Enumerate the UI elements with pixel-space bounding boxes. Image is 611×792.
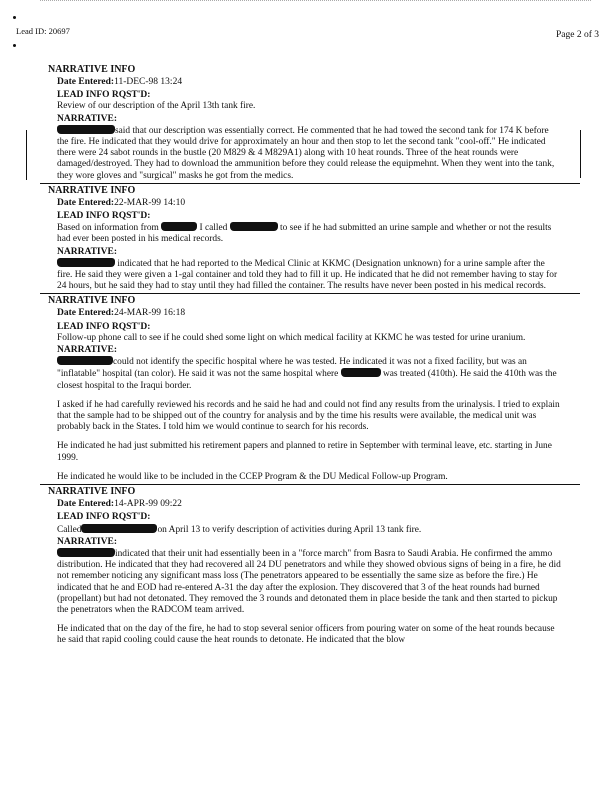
redaction [81, 524, 157, 533]
narrative-label: NARRATIVE: [57, 113, 117, 124]
date-label: Date Entered: [57, 77, 115, 87]
entry-heading: NARRATIVE INFO [48, 486, 136, 498]
lead-info-text: Review of our description of the April 13th tank fire. [57, 101, 256, 112]
redaction [57, 548, 115, 557]
narrative-text: indicated that he had reported to the Medical Clinic at KKMC (Designation unknown) for a urine sample after the fire. He said they were given a 1-gal container and told they had to fill it up. He indicated that he did not remember having to stay for 24 hours, but he said they had to stay until they had filled the container. The results have never been posted in his medical records. [57, 258, 558, 292]
redaction [341, 368, 381, 377]
redaction [57, 356, 113, 365]
lead-info-text: Based on information from I called to see if he had submitted an urine sample and whether or not the results had ever been posted in his medical records. [57, 223, 552, 245]
narrative-text: said that our description was essentially correct. He commented that he had towed the second tank for 174 K before the fire. He indicated that they would drive for approximately an hour and then stop to let the second tank "cool-off." He indicated there were 24 sabot rounds in the bustle (20 M829 & 4 M829A1) along with 10 heat rounds. Three of the heat rounds were damaged/destroyed. They had to download the ammunition before they could release the equipmehnt. When they went into the tank, they wore gloves and "surgical" masks he got from the medics. [57, 125, 555, 181]
lead-info-label: LEAD INFO RQST'D: [57, 211, 151, 222]
narrative-text: indicated that their unit had essentially been in a "force march" from Basra to Saudi Arabia. He confirmed the ammo distribution. He indicated that they had recovered all 24 DU penetrators and while they showed obvious signs of being in a fire, he did not remember noticing any significant mass loss (The penetrators appeared to be essentially the same size as before the fire.) He indicated that he and EOD had re-entered A-31 the day after the explosion. They discovered that 3 of the heat rounds had burned (propellant) but had not detonated. They removed the 3 rounds and detonated them in place beside the tank and then started to pickup the penetrators when the RADCOM team arrived. [57, 548, 561, 615]
narrative-paragraph: He indicated he would like to be included in the CCEP Program & the DU Medical Follow-up Program. [57, 471, 448, 482]
narrative-text: could not identify the specific hospital where he was tested. He indicated it was not a fixed facility, but was an "inflatable" hospital (tan color). He said it was not the same hospital where [57, 357, 527, 380]
redaction [230, 222, 278, 231]
narrative-paragraph: He indicated he had just submitted his retirement papers and planned to retire in September with terminal leave, etc. starting in June 1999. [57, 441, 552, 463]
date-label: Date Entered: [57, 308, 115, 319]
redaction [57, 125, 115, 134]
entry-separator [40, 183, 580, 184]
narrative-paragraph: He indicated that on the day of the fire, he had to stop several senior officers from pouring water on some of the heat rounds because he said that rapid cooling could cause the heat rounds to detonate. He indicated that the blow [57, 624, 555, 646]
lead-info-label: LEAD INFO RQST'D: [57, 512, 151, 523]
redaction [57, 258, 115, 267]
date-value: 22-MAR-99 14:10 [114, 197, 186, 208]
lead-info-label: LEAD INFO RQST'D: [57, 90, 151, 101]
entry-heading: NARRATIVE INFO [48, 184, 136, 196]
narrative-label: NARRATIVE: [57, 246, 117, 257]
date-value: 11-DEC-98 13:24 [114, 77, 183, 87]
lead-info-label: LEAD INFO RQST'D: [57, 321, 151, 332]
narrative-list [40, 64, 600, 648]
narrative-label: NARRATIVE: [57, 345, 117, 356]
entry-separator [40, 484, 580, 485]
entry-separator [40, 293, 580, 294]
narrative-paragraph: I asked if he had carefully reviewed his records and he said he had and could not find any results from the urinalysis. I tried to explain that the sample had to be shipped out of the country for analysis and by the time his results were available, the medical unit was probably back in the States. I told him we would continue to search for his records. [57, 399, 560, 433]
date-value: 14-APR-99 09:22 [114, 499, 182, 510]
entry-heading: NARRATIVE INFO [48, 64, 136, 75]
top-scan-rule [40, 0, 591, 1]
narrative-text: was treated (410th). He said the 410th was the closest hospital to the Iraqui border. [57, 369, 557, 391]
lead-info-text: Called on April 13 to verify description of activities during April 13 tank fire. [57, 524, 422, 535]
date-value: 24-MAR-99 16:18 [114, 308, 186, 319]
narrative-label: NARRATIVE: [57, 536, 117, 547]
scan-speck [13, 16, 16, 19]
margin-change-bar [26, 130, 27, 180]
lead-id: Lead ID: 20697 [16, 26, 70, 36]
narrative-entry [40, 64, 600, 182]
redaction [161, 222, 197, 231]
date-label: Date Entered: [57, 197, 115, 208]
narrative-entry [40, 185, 600, 293]
scan-speck [13, 44, 16, 47]
entry-heading: NARRATIVE INFO [48, 295, 136, 307]
page-number: Page 2 of 3 [555, 30, 599, 40]
lead-info-text: Follow-up phone call to see if he could shed some light on which medical facility at KKMC he was tested for urine uranium. [57, 332, 526, 343]
narrative-entry [40, 486, 600, 646]
narrative-entry [40, 295, 600, 483]
date-label: Date Entered: [57, 499, 115, 510]
